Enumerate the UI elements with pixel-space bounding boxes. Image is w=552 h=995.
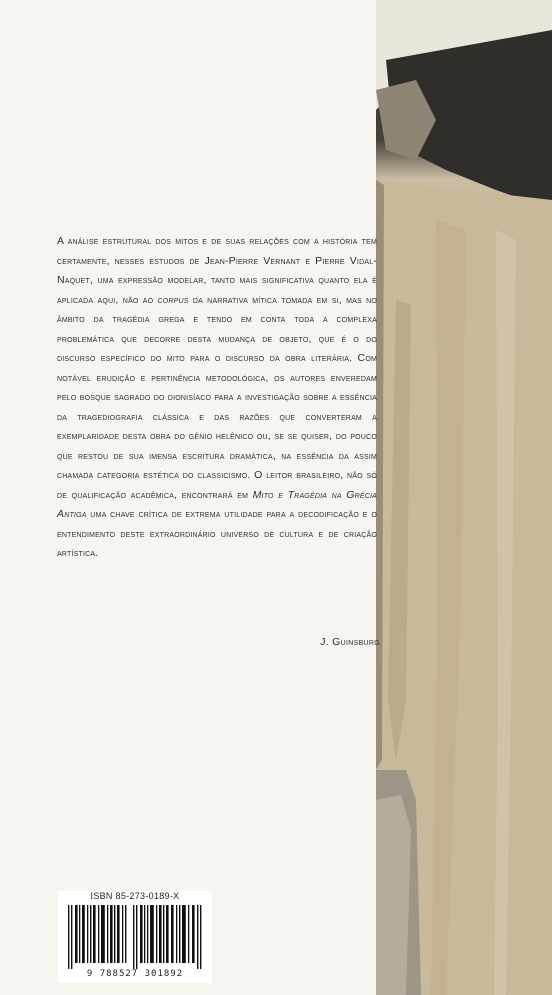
blurb-text: da narrativa mítica tomada em si, mas no âmbito da tragédia grega e tendo em conta toda a complexa problemática que decorre desta mudança de objeto, que é o do discurso específico do mito para o discurso da obra literária. Com notável erudição e pertinência metodológica, os autores enveredam pelo bosque sagrado do dionisíaco para a investigação sobre a essência da tragediografia clássica e das razões que converteram a exemplaridade desta obra do gênio helênico ou, se se quiser, do pouco que restou de sua imensa escritura dramática, na essência da assim chamada categoria estética do classicismo. O leitor brasileiro, não só de qualificação acadêmica, encontrará em	[57, 293, 377, 501]
isbn-label: ISBN 85-273-0189-X	[90, 891, 180, 901]
isbn-barcode	[58, 891, 212, 983]
blurb-italic-corpus: corpus	[157, 293, 189, 306]
isbn-digits: 9 788527 301892	[86, 969, 184, 979]
blurb-paragraph	[57, 232, 377, 564]
blurb-text: uma chave crítica de extrema utilidade para a decodificação e o entendimento deste extraordinário universo de cultura e de criação artística.	[57, 508, 377, 559]
blurb-text: A análise estrutural dos mitos e de suas relações com a história tem certamente, nesses estudos de Jean-Pierre Vernant e Pierre Vidal-Naquet, uma expressão modelar, tanto mais significativa quanto ela é aplicada aqui, não ao	[57, 235, 377, 306]
rock-photo	[376, 0, 552, 995]
back-cover-blurb	[57, 232, 377, 564]
blurb-italic-title: Mito e Tragédia na Grécia Antiga	[57, 488, 377, 520]
barcode-bars	[66, 905, 204, 969]
author-signature: J. Guinsburg	[320, 636, 380, 648]
